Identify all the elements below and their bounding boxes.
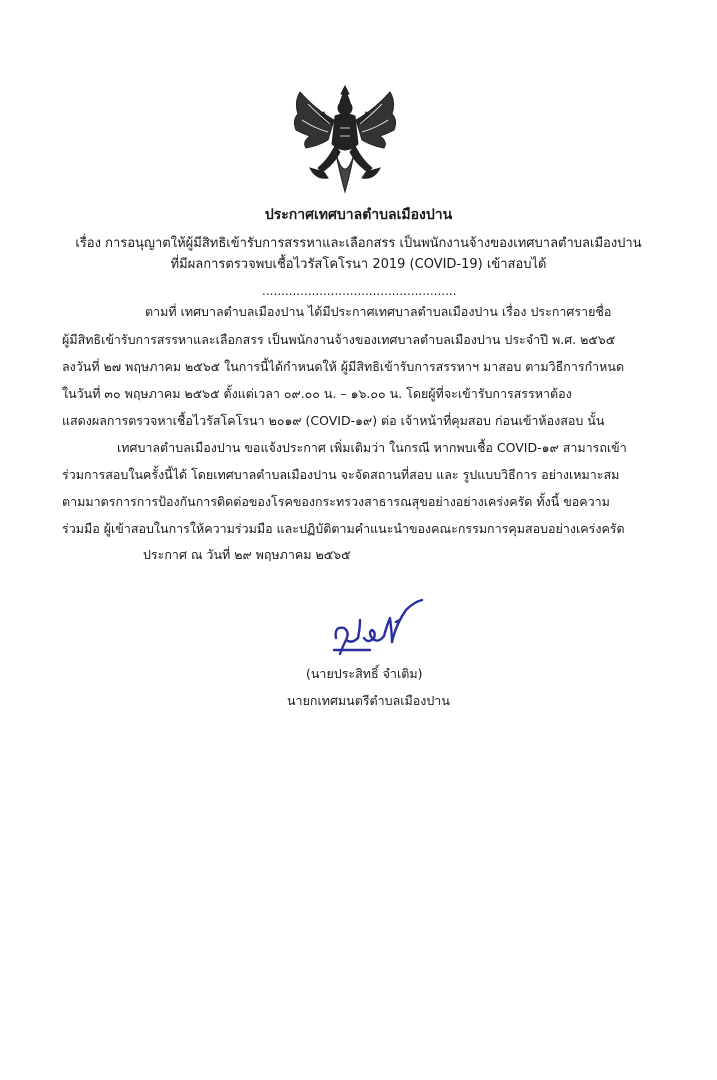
body-paragraph-line: ผู้มีสิทธิเข้ารับการสรรหาและเลือกสรร เป็นพนักงานจ้างของเทศบาลตำบลเมืองปาน ประจำปี พ.ศ. ๒๕๖๕ — [62, 332, 616, 347]
body-paragraph-line: ตามมาตรการการป้องกันการติดต่อของโรคของกระทรวงสาธารณสุขอย่างอย่างเคร่งครัด ทั้งนี้ ขอความ — [62, 494, 610, 509]
document-title: ประกาศเทศบาลตำบลเมืองปาน — [264, 207, 453, 223]
body-paragraph-line: ในวันที่ ๓๐ พฤษภาคม ๒๕๖๕ ตั้งแต่เวลา ๐๙.๐๐ น. – ๑๖.๐๐ น. โดยผู้ที่จะเข้ารับการสรรหาต้อง — [62, 386, 572, 401]
handwritten-signature-icon — [330, 598, 430, 660]
announce-date: ประกาศ ณ วันที่ ๒๙ พฤษภาคม ๒๕๖๕ — [143, 547, 351, 562]
subject-line: ที่มีผลการตรวจพบเชื้อไวรัสโคโรนา 2019 (COVID-19) เข้าสอบได้ — [170, 257, 547, 272]
body-paragraph-line: แสดงผลการตรวจหาเชื้อไวรัสโคโรนา ๒๐๑๙ (COVID-๑๙) ต่อ เจ้าหน้าที่คุมสอบ ก่อนเข้าห้องสอบ นั้น — [62, 413, 605, 428]
signer-title: นายกเทศมนตรีตำบลเมืองปาน — [287, 693, 450, 708]
garuda-emblem-icon — [288, 84, 402, 194]
body-paragraph-line: เทศบาลตำบลเมืองปาน ขอแจ้งประกาศ เพิ่มเติมว่า ในกรณี หากพบเชื้อ COVID-๑๙ สามารถเข้า — [117, 440, 627, 455]
body-paragraph-line: ลงวันที่ ๒๗ พฤษภาคม ๒๕๖๕ ในการนี้ได้กำหนดให้ ผู้มีสิทธิเข้ารับการสรรหาฯ มาสอบ ตามวิธีการกำหนด — [62, 359, 625, 374]
separator-dots: ................................................... — [262, 284, 457, 298]
body-paragraph-line: ร่วมการสอบในครั้งนี้ได้ โดยเทศบาลตำบลเมืองปาน จะจัดสถานที่สอบ และ รูปแบบวิธีการ อย่างเหมาะสม — [62, 467, 620, 482]
body-paragraph-line: ร่วมมือ ผู้เข้าสอบในการให้ความร่วมมือ และปฏิบัติตามคำแนะนำของคณะกรรมการคุมสอบอย่างเคร่งครัด — [62, 521, 625, 536]
subject-line: เรื่อง การอนุญาตให้ผู้มีสิทธิเข้ารับการสรรหาและเลือกสรร เป็นพนักงานจ้างของเทศบาลตำบลเมืองปาน — [75, 236, 642, 251]
body-paragraph-line: ตามที่ เทศบาลตำบลเมืองปาน ได้มีประกาศเทศบาลตำบลเมืองปาน เรื่อง ประกาศรายชื่อ — [145, 304, 612, 319]
document-subject — [40, 233, 677, 275]
signer-name: (นายประสิทธิ์ จำเติม) — [306, 666, 423, 681]
